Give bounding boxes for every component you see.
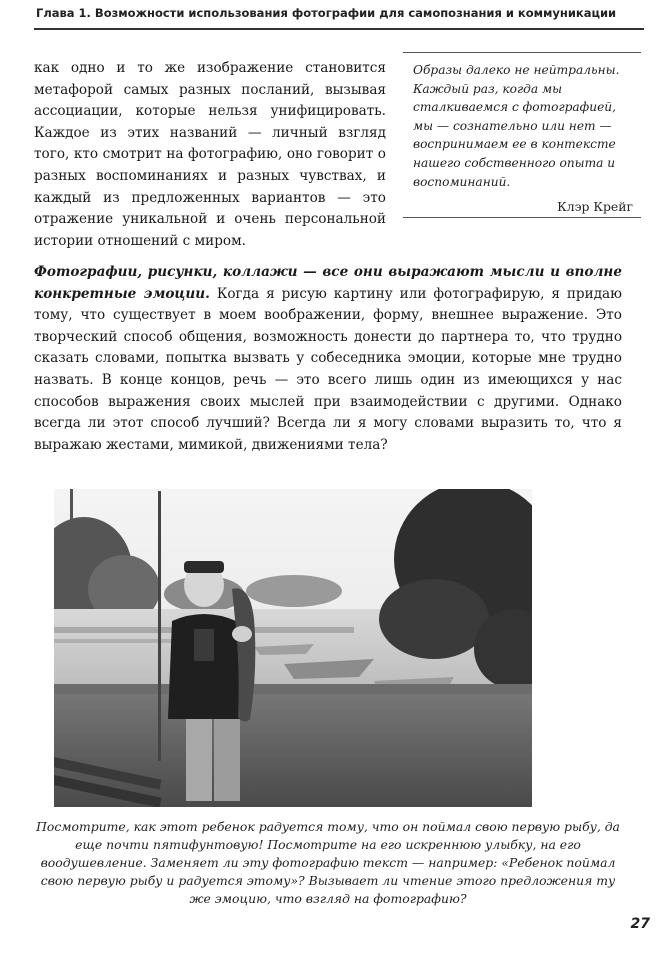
- body-paragraph: [34, 262, 622, 456]
- paragraph-lead: Фотографии, рисунки, коллажи — все они выражают мысли и вполне конкретные эмоции.: [34, 264, 622, 302]
- boy-with-fish-photo: [54, 489, 532, 807]
- paragraph-body: Когда я рисую картину или фотографирую, я придаю тому, что существует в моем воображении, форму, внешнее выражение. Это творческий способ общения, возможность донести до партнера то, что трудно сказать словами, попытка вызвать у собеседника эмоции, которые мне трудно назвать. В конце концов, речь — это всего лишь один из имеющихся у нас способов выражения своих мыслей при взаимодействии с другими. Однако всегда ли этот способ лучший? Всегда ли я могу словами выразить то, что я выражаю жестами, мимикой, движениями тела?: [34, 285, 623, 453]
- running-header: Глава 1. Возможности использования фотографии для самопознания и коммуникации: [36, 6, 617, 20]
- epigraph-quote: [403, 52, 641, 218]
- header-rule: [34, 28, 644, 30]
- quote-text: Образы далеко не нейтральны. Каждый раз, когда мы сталкиваемся с фотографией, мы — сознательно или нет — воспринимаем ее в контексте нашего собственного опыта и воспоминаний.: [413, 63, 620, 189]
- left-column: [34, 58, 386, 252]
- left-column-text: как одно и то же изображение становится метафорой самых разных посланий, вызывая ассоциации, которые нельзя унифицировать. Каждое из этих названий — личный взгляд того, кто смотрит на фотографию, оно говорит о разных воспоминаниях и разных чувствах, и каждый из предложенных вариантов — это отражение уникальной и очень персональной истории отношений с миром.: [34, 60, 386, 249]
- photo-illustration: [54, 489, 532, 807]
- page-number: 27: [630, 916, 650, 932]
- quote-author: Клэр Крейг: [557, 199, 633, 215]
- photo-caption: Посмотрите, как этот ребенок радуется тому, что он поймал свою первую рыбу, да еще почти пятифунтовую! Посмотрите на его искреннюю улыбку, на его воодушевление. Заменяет ли эту фотографию текст — например: «Ребенок поймал свою первую рыбу и радуется этому»? Вызывает ли чтение этого предложения ту же эмоцию, что взгляд на фотографию?: [36, 819, 620, 906]
